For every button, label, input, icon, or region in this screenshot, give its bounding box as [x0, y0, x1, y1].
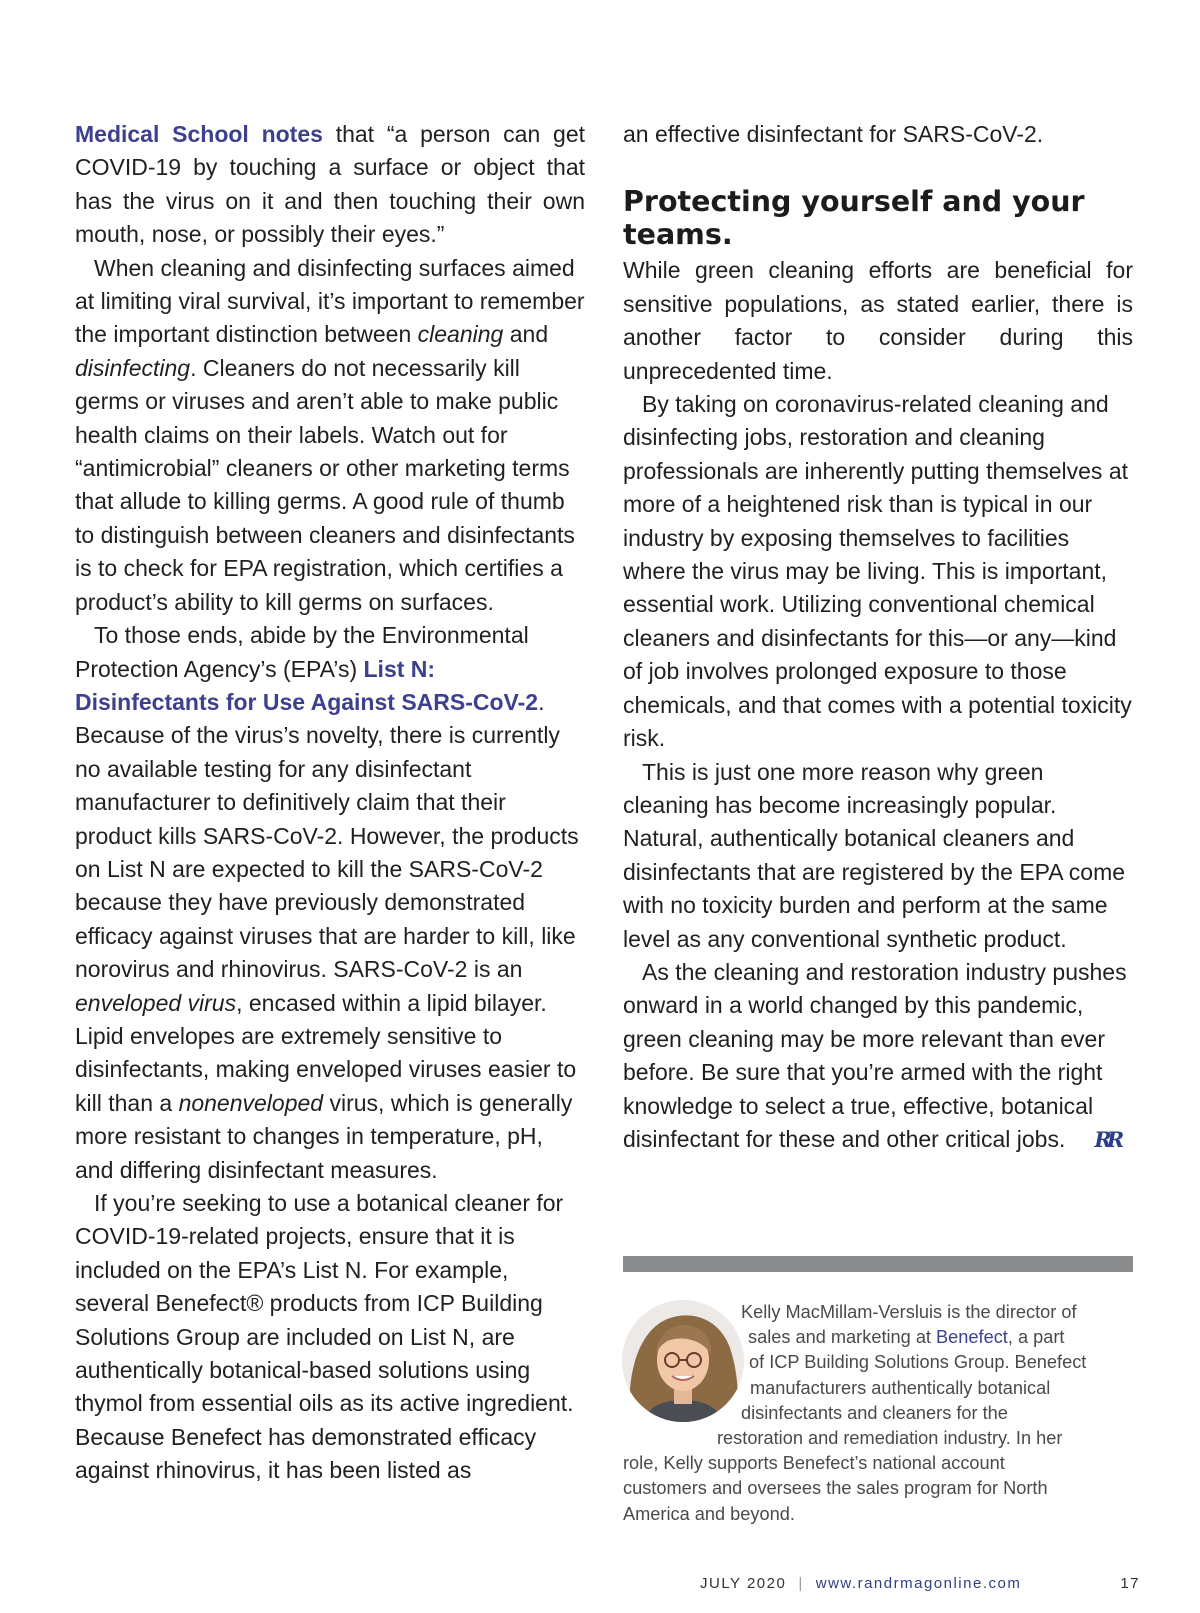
- bio-line: role, Kelly supports Benefect’s national account: [623, 1453, 1005, 1474]
- website-link[interactable]: www.randrmagonline.com: [815, 1575, 1022, 1592]
- article-left-column: [75, 118, 585, 1488]
- page-footer: [700, 1575, 1140, 1592]
- paragraph-1: Medical School notes that “a person can get COVID-19 by touching a surface or object that has the virus on it and then touching their own mouth, nose, or possibly their eyes.”: [75, 121, 586, 248]
- rr-end-mark-icon: RR: [1094, 1126, 1120, 1152]
- bio-divider-bar: [623, 1256, 1133, 1272]
- author-bio: [623, 1300, 1133, 1527]
- page-number: 17: [1120, 1575, 1140, 1592]
- list-n-link[interactable]: List N: Disinfectants for Use Against SARS-CoV-2: [75, 655, 539, 715]
- bio-line: restoration and remediation industry. In her: [717, 1428, 1063, 1449]
- footer-separator: |: [798, 1575, 804, 1592]
- bio-line: Kelly MacMillam-Versluis is the director of: [741, 1302, 1077, 1322]
- bio-line: sales and marketing at Benefect, a part: [748, 1327, 1065, 1348]
- paragraph-3: To those ends, abide by the Environmental Protection Agency’s (EPA’s) List N: Disinfectants for Use Against SARS-CoV-2. Because of the virus’s novelty, there is currently no available testing for any disinfectant manufacturer to definitively claim that their product kills SARS-CoV-2. However, the products on List N are expected to kill the SARS-CoV-2 because they have previously demonstrated efficacy against viruses that are harder to kill, like norovirus and rhinovirus. SARS-CoV-2 is an enveloped virus, encased within a lipid bilayer. Lipid envelopes are extremely sensitive to disinfectants, making enveloped viruses easier to kill than a nonenveloped virus, which is generally more resistant to changes in temperature, pH, and differing disinfectant measures.: [75, 622, 579, 1183]
- paragraph-continued: an effective disinfectant for SARS-CoV-2.: [623, 121, 1044, 147]
- bio-line: America and beyond.: [623, 1503, 795, 1524]
- paragraph-7: This is just one more reason why green cleaning has become increasingly popular. Natural, authentically botanical cleaners and disinfectants that are registered by the EPA come with no toxicity burden and perform at the same level as any conventional synthetic product.: [623, 758, 1126, 952]
- bio-line: manufacturers authentically botanical: [750, 1377, 1051, 1398]
- section-heading: Protecting yourself and your teams.: [623, 185, 1085, 252]
- paragraph-2: When cleaning and disinfecting surfaces aimed at limiting viral survival, it’s important to remember the important distinction between cleaning and disinfecting. Cleaners do not necessarily kill germs or viruses and aren’t able to make public health claims on their labels. Watch out for “antimicrobial” cleaners or other marketing terms that allude to killing germs. A good rule of thumb to distinguish between cleaners and disinfectants is to check for EPA registration, which certifies a product’s ability to kill germs on surfaces.: [75, 254, 585, 615]
- paragraph-6: By taking on coronavirus-related cleaning and disinfecting jobs, restoration and cleaning professionals are inherently putting themselves at more of a heightened risk than is typical in our industry by exposing themselves to facilities where the virus may be living. This is important, essential work. Utilizing conventional chemical cleaners and disinfectants for this—or any—kind of job involves prolonged exposure to those chemicals, and that comes with a potential toxicity risk.: [623, 391, 1132, 752]
- bio-line: customers and oversees the sales program for North: [623, 1478, 1048, 1499]
- medical-school-notes-link[interactable]: Medical School notes: [75, 121, 323, 147]
- benefect-link[interactable]: Benefect: [936, 1327, 1008, 1348]
- article-right-column: [623, 118, 1133, 1156]
- paragraph-5: While green cleaning efforts are beneficial for sensitive populations, as stated earlier, there is another factor to consider during this unprecedented time.: [623, 257, 1133, 384]
- issue-date: JULY 2020: [700, 1575, 787, 1592]
- paragraph-8: As the cleaning and restoration industry pushes onward in a world changed by this pandemic, green cleaning may be more relevant than ever before. Be sure that you’re armed with the right knowledge to select a true, effective, botanical disinfectant for these and other critical jobs. RR: [623, 956, 1133, 1156]
- bio-line: of ICP Building Solutions Group. Benefect: [749, 1352, 1087, 1373]
- paragraph-4: If you’re seeking to use a botanical cleaner for COVID-19-related projects, ensure that it is included on the EPA’s List N. For example, several Benefect® products from ICP Building Solutions Group are included on List N, are authentically botanical-based solutions using thymol from essential oils as its active ingredient. Because Benefect has demonstrated efficacy against rhinovirus, it has been listed as: [75, 1190, 574, 1484]
- bio-line: disinfectants and cleaners for the: [741, 1402, 1008, 1423]
